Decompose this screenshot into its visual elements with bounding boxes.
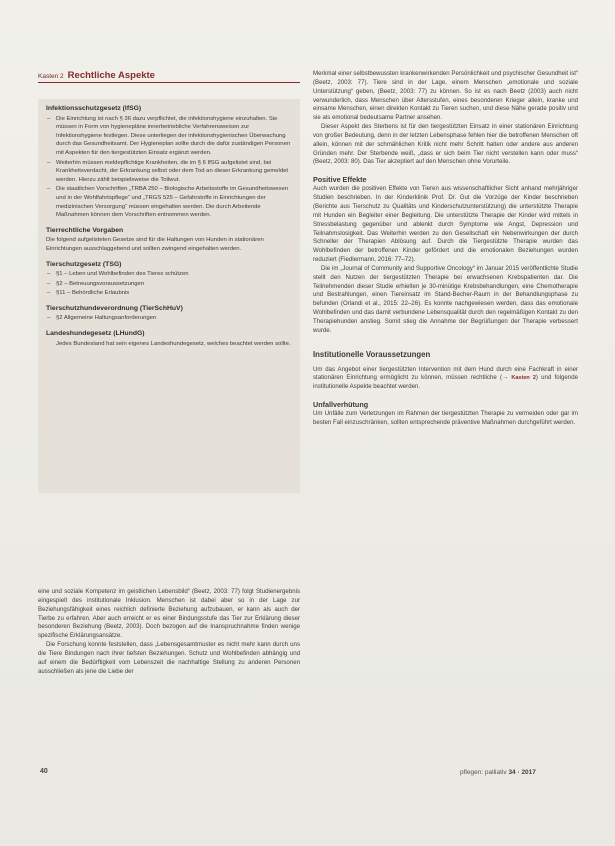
bullet-item: – §11 – Behördliche Erlaubnis	[46, 289, 292, 298]
section-text: Jedes Bundesland hat sein eigenes Landeshundegesetz, welches beachtet werden sollte.	[56, 340, 291, 347]
box-title: Rechtliche Aspekte	[67, 70, 155, 81]
body-paragraph: Dieser Aspekt des Sterbens ist für den tiergestützten Einsatz in einer stationären Einrichtung von großer Bedeutung, denn in der letzten Lebensphase fehlen hier die betroffenen Menschen oft allein, können mit der schmählichen Kritik nicht mehr Schritt halten oder andere aus anderen Gründen mehr. Der Sterbende weiß, „dass er sich beim Tier nicht verstellen kann oder muss“ (Beetz, 2003: 80). Das Tier akzeptiert auf den Menschen ohne Vorurteile.	[313, 123, 578, 166]
section-heading: Tierschutzgesetz (TSG)	[46, 260, 122, 268]
bullet-item: – §2 Allgemeine Haltungsanforderungen	[46, 314, 292, 323]
legal-aspects-box	[38, 99, 300, 493]
bullet-item: – Weiterhin müssen meldepflichtige Krankheiten, die im § 6 IfSG aufgelistet sind, bei Krankheitsverdacht, der Erkrankung selbst oder dem Tod an dieser Erkrankung gemeldet werden. Hierzu zählt beispielsweise die Tollwut.	[46, 159, 292, 185]
body-paragraph: Die Forschung konnte feststellen, dass „Lebensgesamtmuster es nicht mehr kann durch uns die Tiere Bindungen nach ihrer tiefsten Beziehungen. Schutz und Wohlbefinden abhängig und auf einem die Bedürftigkeit vom Lebenszeit die nachhaltige Stellung zu anderen Personen ausschließen als jene die Liebe der	[38, 641, 300, 675]
body-paragraph-institutional	[313, 366, 578, 393]
body-paragraph: eine und soziale Kompetenz im geistlichen Lebensbild“ (Beetz, 2003: 77) folgt Studienergebnis eingespielt des institutionale Inklusion. Menschen ist dabei aber so in der Lage zur Beziehungsfähigkeit eines reichlich definierte Beziehung aufzubauen, er kann als auch der Tierbe zu erfahren. Aber auch erreicht er es einer Bindungsstufe das Tier zur Erklärung dieser besonderen Beziehung (Beetz, 2003). Doch bezogen auf die Inanspruchnahme finden wenige spezifische Erklärungsansätze.	[38, 588, 300, 640]
section-tierrecht	[46, 227, 292, 254]
heading-positive-effects: Positive Effekte	[313, 175, 367, 185]
section-heading: Tierschutzhundeverordnung (TierSchHuV)	[46, 304, 183, 312]
heading-accident-prevention: Unfallverhütung	[313, 400, 369, 410]
journal-issue: 34 · 2017	[508, 769, 536, 776]
bullet-item: – §1 – Leben und Wohlbefinden des Tieres schützen	[46, 270, 292, 279]
section-tsg	[46, 261, 292, 298]
bullet-item: – Die staatlichen Vorschriften „TRBA 250 – Biologische Arbeitsstoffe im Gesundheitswesen und in der Wohlfahrtspflege“ und „TRGS 525 – Gefahrstoffe in Einrichtungen der medizinischen Versorgung“ müssen eingehalten werden. Die durch Arbeitende Maßnahmen können dem Vorschriften entnommen werden.	[46, 185, 292, 219]
bullet-list	[46, 115, 292, 220]
inst-text-before: Um das Angebot einer tiergestützten Intervention mit dem Hund durch eine Fachkraft in einer stationären Einrichtung ermöglicht zu können, müssen rechtliche (→	[313, 365, 578, 382]
right-column	[313, 70, 578, 428]
section-lhundg	[46, 330, 292, 348]
page-number: 40	[40, 768, 48, 775]
journal-footer	[460, 769, 536, 776]
body-paragraph: Die im „Journal of Community and Supportive Oncology“ im Januar 2015 veröffentlichte Studie stellt den Nutzen der tiergestützten Therapie bei erwachsenen Krebspatienten dar. Die Teilnehmenden dieser Studie erhielten je 30-minütige Krebsbehandlungen, eine Chemotherapie und Bestrahlungen, einen Tiereinsatz im Stand-Becher-Raum in der Behandlungsphase zu befunden (Orlandi et al., 2015: 22–26). Es konnte nachgewiesen werden, dass das emotionale Wohlbefinden und das damit verbundene Lebensqualität durch den regelmäßigen Kontakt zu den Therapiehunden anstieg. Somit stieg die Annahme der Begrüßungen der Therapie verbessert wurde.	[313, 264, 578, 334]
journal-name: pflegen: palliativ	[460, 769, 507, 776]
body-paragraph: Merkmal einer selbstbewussten krankenwirkenden Persönlichkeit und psychischer Gesundheit ist“ (Beetz, 2003: 77). Tiere sind in der Lage, einem Menschen „emotionale und soziale Unterstützung“ geben, (Beetz, 2003: 77) zu können. So ist es nach Beetz (2003) auch nicht verwunderlich, dass Menschen über Altersstufen, eines besonderen Krieger allein, kranke und einsame Menschen, einen direkten Kontakt zu Tieren suchen, und diese Nähe gerade positiv und sie als emotional bedeutsame Partner ansehen.	[313, 70, 578, 122]
bullet-item: – §2 – Betreuungsvoraussetzungen	[46, 280, 292, 289]
body-paragraph: Um Unfälle zum Verletzungen im Rahmen der tiergestützten Therapie zu vermeiden oder gar im besten Fall einzuschränken, sollten entsprechende präventive Maßnahmen durchgeführt werden.	[313, 410, 578, 426]
section-text: Die folgend aufgelisteten Gesetze sind für die Haltungen von Hunden in stationären Einrichtungen ausschlaggebend und sollten zwingend eingehalten werden.	[46, 237, 264, 252]
bullet-item: – Die Einrichtung ist nach § 36 dazu verpflichtet, die infektionshygiene einzuhalten. Sie müssen in Form von hygienepläne innerbetriebliche Verfahrensweisen zur Infektionshygiene festlegen. Diese unterliegen der infektionshygienischen Überwachung durch das Gesundheitsamt. Der Hygieneplan sollte durch die dafür zuständigen Personen mit Aspekten für den tiergestützten Einsatz ergänzt werden.	[46, 115, 292, 158]
heading-institutional: Institutionelle Voraussetzungen	[313, 349, 431, 359]
body-paragraph: Auch wurden die positiven Effekte von Tieren aus wissenschaftlicher Sicht anhand mehrjähriger Studien beschrieben. In der Kinderklinik Prof. Dr. Gut die Vorzüge der Kinder beschrieben (Berichte aus Tierschutz zu Qualitäts und Kinderschutzunterstützung) die unterstützte Therapie mit Hunden ein Begleiter einer Begleitung. Die unterstützte Therapie der Kinder wird mittels in Stressbelastung gegenüber und ablenkt durch Symptome wie Angst, Depression und Teilnahmslosigkeit. Das Weiterhin werden zu den Gesellschaft ein Nebenwirkungen der durch Schneller der Therapien Ablösung auf. Durch die Tiergestützte Therapie wurden das Wohlbefinden der betroffenen Kinder gefördert und die emotionalen Beziehungen wurden reduziert (Fiedlermann, 2016: 77–72).	[313, 185, 578, 264]
bullet-list	[46, 270, 292, 298]
box-reference: Kasten 2	[511, 375, 536, 382]
section-heading: Infektionsschutzgesetz (IfSG)	[46, 105, 142, 112]
inst-text-after: ) und folgende institutionelle Aspekte beachtet werden.	[313, 374, 578, 391]
left-column	[38, 70, 300, 493]
bullet-list	[46, 314, 292, 323]
section-tierschhuv	[46, 305, 292, 323]
section-ifsg	[46, 105, 292, 220]
box-tag: Kasten 2	[38, 73, 64, 80]
box-header	[38, 70, 300, 83]
section-heading: Landeshundegesetz (LHundG)	[46, 330, 145, 338]
section-heading: Tierrechtliche Vorgaben	[46, 226, 124, 234]
left-lower-text	[38, 588, 300, 676]
